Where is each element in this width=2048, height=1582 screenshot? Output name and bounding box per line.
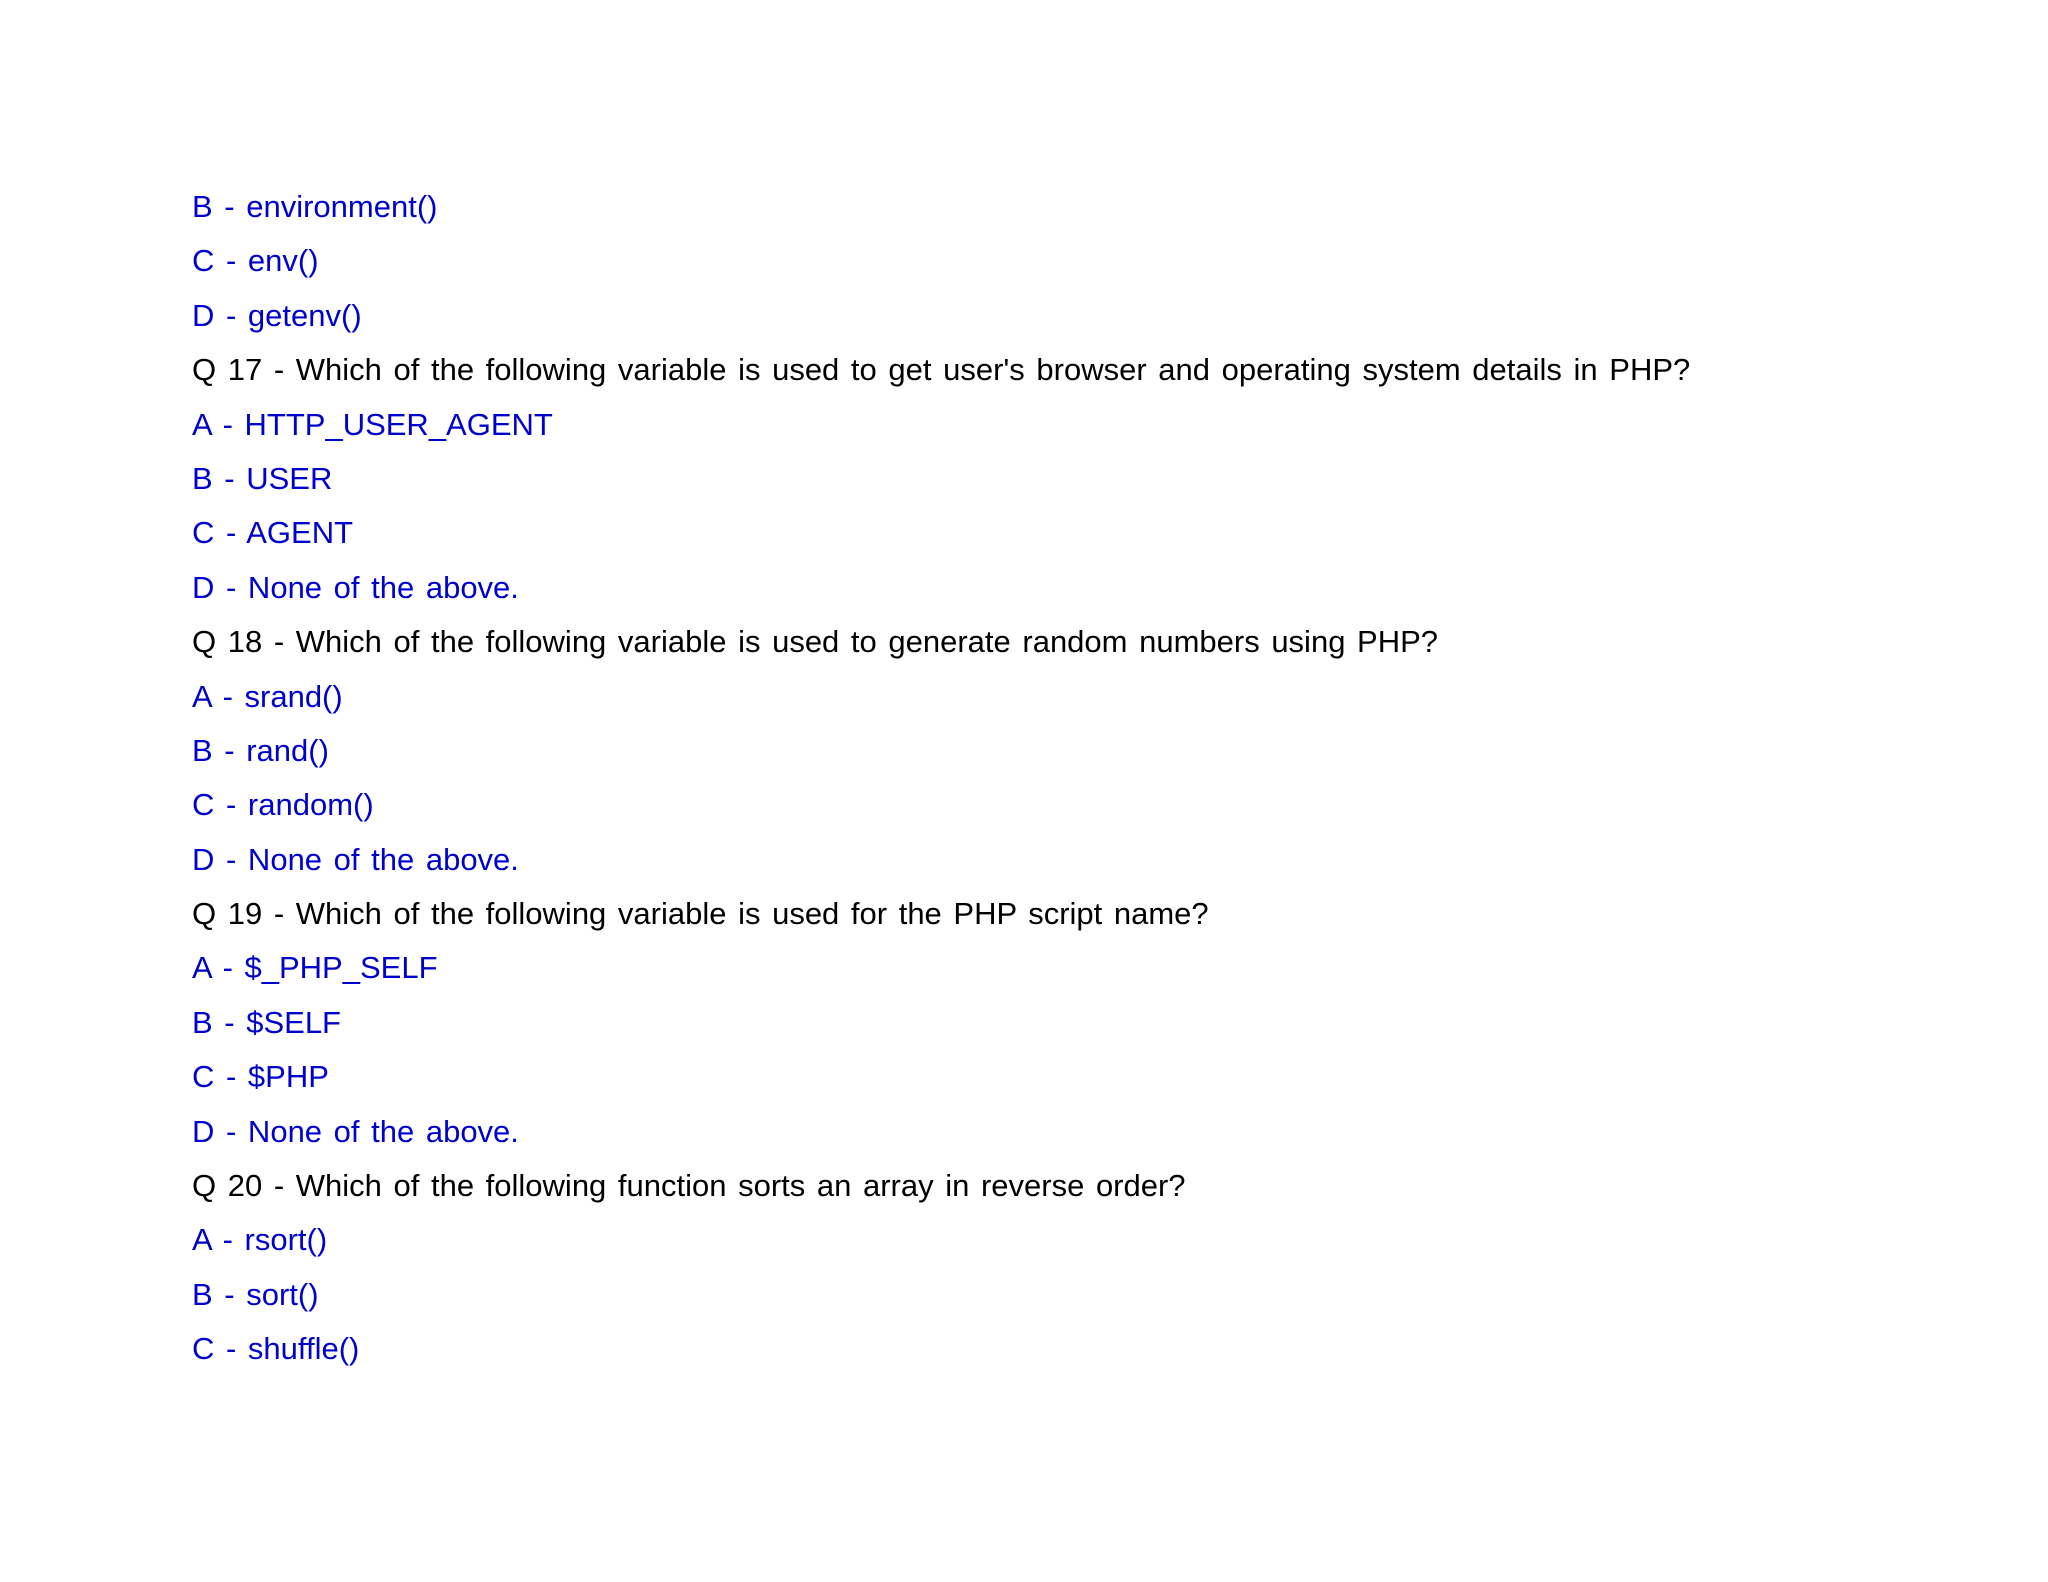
answer-option: C - random() bbox=[192, 787, 374, 823]
answer-option: A - $_PHP_SELF bbox=[192, 950, 438, 986]
question-text: Q 17 - Which of the following variable is used to get user's browser and operating system details in PHP? bbox=[192, 352, 1691, 388]
answer-option: A - HTTP_USER_AGENT bbox=[192, 406, 553, 442]
answer-option: D - getenv() bbox=[192, 297, 362, 333]
answer-option: B - rand() bbox=[192, 732, 329, 768]
question-text: Q 19 - Which of the following variable is used for the PHP script name? bbox=[192, 896, 1209, 932]
answer-option: C - shuffle() bbox=[192, 1331, 360, 1367]
question-text: Q 20 - Which of the following function sorts an array in reverse order? bbox=[192, 1168, 1186, 1204]
answer-option: B - environment() bbox=[192, 189, 438, 224]
answer-option: B - $SELF bbox=[192, 1004, 341, 1040]
answer-option: A - rsort() bbox=[192, 1222, 328, 1258]
answer-option: B - USER bbox=[192, 460, 333, 496]
answer-option: B - sort() bbox=[192, 1276, 319, 1312]
question-text: Q 18 - Which of the following variable is used to generate random numbers using PHP? bbox=[192, 624, 1439, 660]
answer-option: D - None of the above. bbox=[192, 569, 519, 605]
quiz-content bbox=[192, 180, 1892, 1377]
answer-option: D - None of the above. bbox=[192, 1113, 519, 1149]
answer-option: C - env() bbox=[192, 243, 319, 279]
answer-option: C - $PHP bbox=[192, 1059, 329, 1095]
answer-option: D - None of the above. bbox=[192, 841, 519, 877]
answer-option: C - AGENT bbox=[192, 515, 354, 551]
answer-option: A - srand() bbox=[192, 678, 343, 714]
